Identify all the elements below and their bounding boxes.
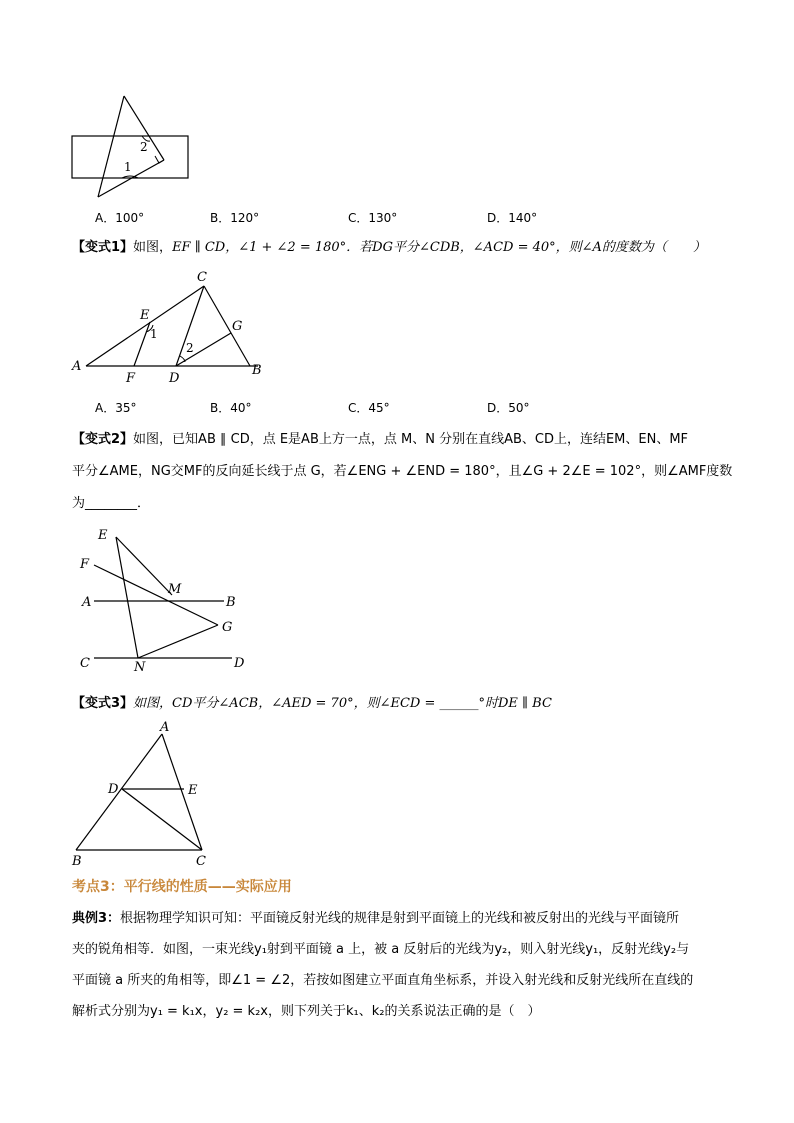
point-label-b: B (226, 595, 236, 610)
point-label-e: E (140, 308, 150, 323)
q1-choice-d[interactable]: D．50° (487, 401, 530, 415)
q0-choice-d[interactable]: D．140° (487, 211, 538, 225)
q1-choice-a[interactable]: A．35° (95, 401, 137, 415)
variant1-text-b: EF ∥ CD，∠1 + ∠2 = 180°．若DG平分∠CDB，∠ACD = 40°，则∠A的度数为（ ） (172, 240, 706, 255)
figure-variant1 (66, 264, 276, 384)
q0-choice-b[interactable]: B．120° (210, 211, 260, 225)
variant3-tag: 【变式3】 (72, 696, 134, 711)
q0-choice-c[interactable]: C．130° (348, 211, 398, 225)
point-label-b: B (252, 363, 262, 378)
section-heading: 考点3：平行线的性质——实际应用 (72, 879, 292, 895)
triangle-side-left (98, 96, 124, 197)
q0-choice-a[interactable]: A．100° (95, 211, 145, 225)
variant2-tag: 【变式2】 (72, 432, 134, 447)
angle-label-2: 2 (140, 140, 148, 154)
line-en (116, 537, 138, 658)
point-label-g: G (232, 319, 243, 334)
line-fg (94, 565, 218, 625)
point-label-d: D (169, 371, 180, 384)
point-label-b: B (72, 854, 82, 868)
point-label-f: F (126, 371, 136, 384)
point-label-g: G (222, 620, 233, 635)
point-label-f: F (80, 557, 90, 572)
example3-line1 (72, 910, 679, 928)
line-ab (76, 734, 162, 850)
point-label-a: A (160, 720, 170, 735)
variant2-line1 (72, 431, 688, 449)
angle-label-1: 1 (150, 327, 158, 341)
point-label-m: M (168, 582, 182, 597)
point-label-d: D (234, 656, 245, 671)
variant1-question (72, 239, 706, 257)
point-label-c: C (80, 656, 90, 671)
example3-tag: 典例3： (72, 911, 121, 926)
point-label-a: A (82, 595, 92, 610)
figure-variant2 (72, 525, 262, 675)
variant2-text-line1: 如图，已知AB ∥ CD，点 E是AB上方一点，点 M、N 分别在直线AB、CD上，连结EM、EN、MF (133, 432, 689, 447)
figure-variant3 (66, 720, 226, 868)
figure-triangle-ruler (60, 90, 200, 205)
q1-choice-b[interactable]: B．40° (210, 401, 252, 415)
q1-choice-c[interactable]: C．45° (348, 401, 390, 415)
point-label-e: E (188, 783, 198, 798)
point-label-d: D (108, 782, 119, 797)
point-label-c: C (197, 270, 207, 285)
variant2-line2: 平分∠AME，NG交MF的反向延长线于点 G，若∠ENG + ∠END = 180°，且∠G + 2∠E = 102°，则∠AMF度数 (72, 464, 733, 479)
line-ng (138, 625, 218, 658)
line-dc (122, 789, 202, 850)
example3-text-line1: 根据物理学知识可知：平面镜反射光线的规律是射到平面镜上的光线和被反射出的光线与平面镜所 (120, 911, 680, 926)
angle-label-2: 2 (186, 341, 194, 355)
angle-label-1: 1 (124, 160, 132, 174)
example3-line4: 解析式分别为y₁ = k₁x，y₂ = k₂x，则下列关于k₁、k₂的关系说法正确的是（ ） (72, 1004, 541, 1019)
example3-line3: 平面镜 a 所夹的角相等，即∠1 = ∠2，若按如图建立平面直角坐标系，并设入射光线和反射光线所在直线的 (72, 973, 694, 988)
line-cb (204, 286, 250, 366)
variant2-line3: 为________． (72, 496, 151, 511)
variant1-text-a: 如图， (133, 240, 173, 255)
variant3-question (72, 695, 552, 713)
point-label-c: C (196, 854, 206, 868)
variant1-tag: 【变式1】 (72, 240, 134, 255)
point-label-a: A (72, 359, 82, 374)
point-label-e: E (98, 528, 108, 543)
line-dg (176, 333, 231, 366)
point-label-n: N (134, 660, 146, 675)
variant3-text: 如图，CD平分∠ACB，∠AED = 70°，则∠ECD = ______°时DE ∥ BC (133, 696, 552, 711)
example3-line2: 夹的锐角相等．如图，一束光线y₁射到平面镜 a 上，被 a 反射后的光线为y₂，则入射光线y₁，反射光线y₂与 (72, 942, 690, 957)
